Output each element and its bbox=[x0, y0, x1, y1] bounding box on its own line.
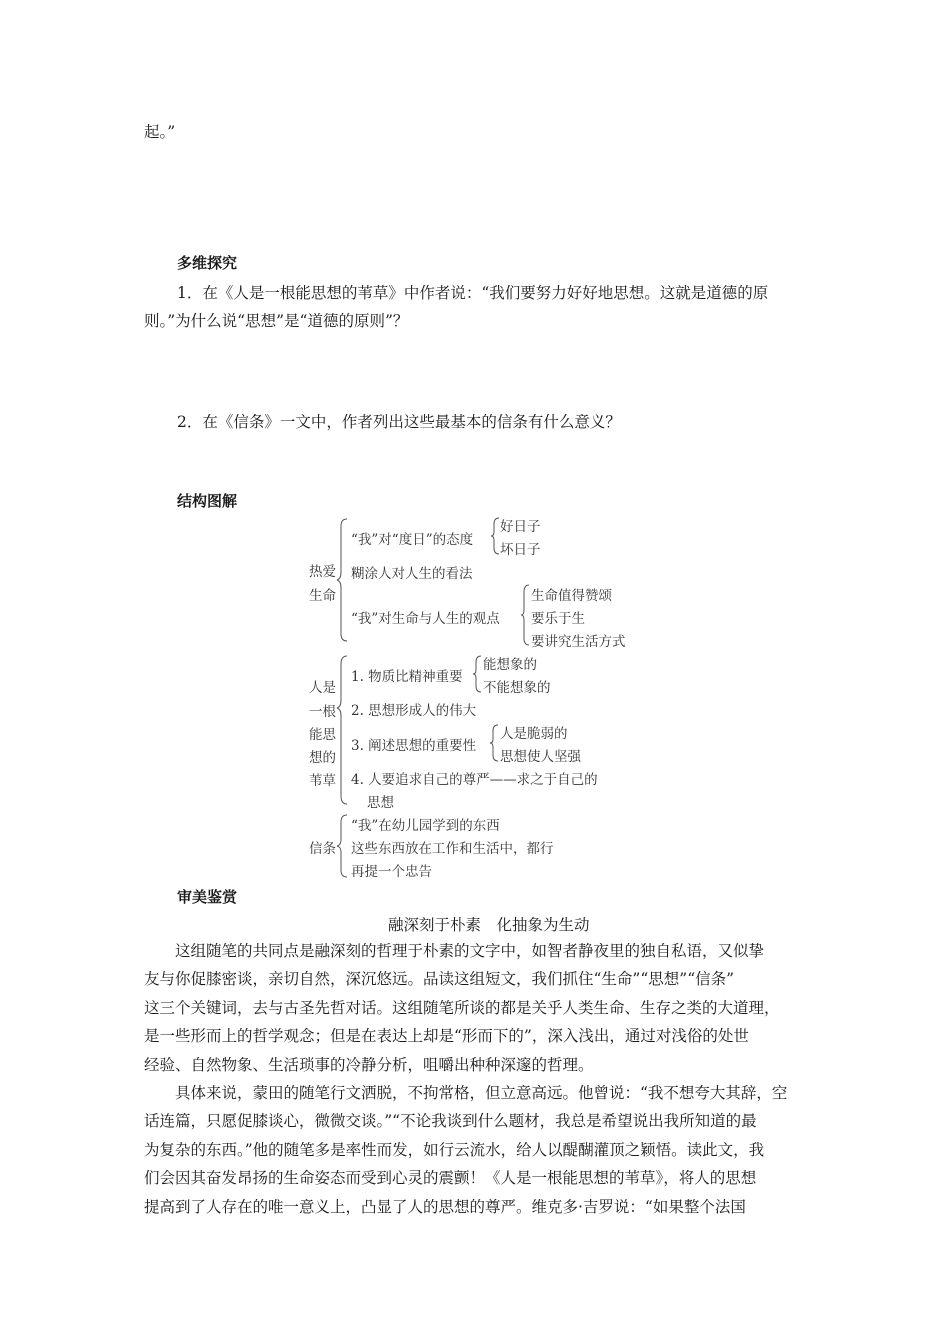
question-1-line-1: 1．在《人是一根能思想的苇草》中作者说：“我们要努力好好地思想。这就是道德的原 bbox=[177, 284, 769, 302]
diagram-subitem: 要讲究生活方式 bbox=[531, 634, 626, 650]
diagram-item-continued: 思想 bbox=[367, 795, 394, 811]
paragraph-line: 们会因其奋发昂扬的生命姿态而受到心灵的震颤！《人是一根能思想的苇草》，将人的思想 bbox=[144, 1169, 757, 1188]
diagram-subitem: 能想象的 bbox=[483, 657, 537, 673]
paragraph-line: 为复杂的东西。”他的随笔多是率性而发，如行云流水，给人以醍醐灌顶之颖悟。读此文，我 bbox=[144, 1140, 765, 1159]
essay-paragraph-1 bbox=[144, 937, 810, 1079]
diagram-item: 1. 物质比精神重要 bbox=[351, 669, 463, 685]
diagram-subitem: 生命值得赞颂 bbox=[531, 588, 612, 604]
diagram-item: 3. 阐述思想的重要性 bbox=[351, 738, 477, 754]
section-heading-explore: 多维探究 bbox=[177, 254, 238, 272]
diagram-brace bbox=[473, 655, 482, 693]
diagram-label-love-life-2: 生命 bbox=[309, 588, 336, 604]
diagram-label-love-life-1: 热爱 bbox=[309, 564, 336, 580]
diagram-item: 2. 思想形成人的伟大 bbox=[351, 703, 477, 719]
question-1-line-2: 则。”为什么说“思想”是“道德的原则”？ bbox=[144, 312, 409, 330]
paragraph-line: 具体来说，蒙田的随笔行文洒脱，不拘常格，但立意高远。他曾说：“我不想夸大其辞，空 bbox=[144, 1084, 788, 1102]
paragraph-line: 是一些形而上的哲学观念；但是在表达上却是“形而下的”，深入浅出，通过对浅俗的处世 bbox=[144, 1027, 749, 1046]
diagram-subitem: 坏日子 bbox=[500, 542, 541, 558]
diagram-brace bbox=[490, 724, 499, 762]
question-2: 2．在《信条》一文中，作者列出这些最基本的信条有什么意义？ bbox=[177, 413, 621, 431]
section-heading-appreciation: 审美鉴赏 bbox=[177, 888, 238, 906]
diagram-brace bbox=[491, 517, 500, 555]
diagram-label-reed: 一根 bbox=[309, 704, 336, 720]
diagram-item: 糊涂人对人生的看法 bbox=[351, 566, 473, 582]
diagram-label-reed: 想的 bbox=[309, 750, 336, 766]
diagram-subitem: 好日子 bbox=[500, 519, 541, 535]
diagram-subitem: 思想使人坚强 bbox=[500, 749, 581, 765]
diagram-label-reed: 能思 bbox=[309, 727, 336, 743]
diagram-item: 4. 人要追求自己的尊严——求之于自己的 bbox=[351, 772, 598, 788]
diagram-label-reed: 人是 bbox=[309, 680, 336, 696]
paragraph-line: 提高到了人存在的唯一意义上，凸显了人的思想的尊严。维克多·吉罗说：“如果整个法国 bbox=[144, 1197, 746, 1216]
section-heading-structure: 结构图解 bbox=[177, 492, 238, 510]
diagram-label-reed: 苇草 bbox=[309, 773, 336, 789]
diagram-item: 再提一个忠告 bbox=[351, 864, 432, 880]
essay-paragraph-2 bbox=[144, 1079, 810, 1221]
diagram-subitem: 不能想象的 bbox=[483, 680, 551, 696]
essay-title: 融深刻于朴素 化抽象为生动 bbox=[388, 916, 590, 934]
diagram-brace bbox=[337, 518, 349, 642]
paragraph-line: 话连篇，只愿促膝谈心，微微交谈。”“不论我谈到什么题材，我总是希望说出我所知道的最 bbox=[144, 1112, 757, 1131]
diagram-subitem: 人是脆弱的 bbox=[500, 726, 568, 742]
diagram-item: “我”对“度日”的态度 bbox=[351, 532, 474, 548]
diagram-brace bbox=[337, 655, 349, 805]
paragraph-line: 这组随笔的共同点是融深刻的哲理于朴素的文字中，如智者静夜里的独自私语，又似挚 bbox=[144, 942, 765, 960]
paragraph-line: 经验、自然物象、生活琐事的冷静分析，咀嚼出种种深邃的哲理。 bbox=[144, 1055, 594, 1074]
paragraph-line: 友与你促膝密谈，亲切自然，深沉悠远。品读这组短文，我们抓住“生命”“思想”“信条” bbox=[144, 970, 735, 989]
diagram-item: “我”对生命与人生的观点 bbox=[351, 611, 500, 627]
diagram-subitem: 要乐于生 bbox=[531, 611, 585, 627]
diagram-item: 这些东西放在工作和生活中，都行 bbox=[351, 841, 554, 857]
diagram-brace bbox=[521, 584, 530, 646]
diagram-brace bbox=[337, 814, 349, 878]
diagram-item: “我”在幼儿园学到的东西 bbox=[351, 818, 500, 834]
paragraph-line: 这三个关键词，去与古圣先哲对话。这组随笔所谈的都是关乎人类生命、生存之类的大道理， bbox=[144, 998, 780, 1017]
continued-text-fragment: 起。” bbox=[144, 123, 176, 141]
diagram-label-creed: 信条 bbox=[309, 841, 336, 857]
